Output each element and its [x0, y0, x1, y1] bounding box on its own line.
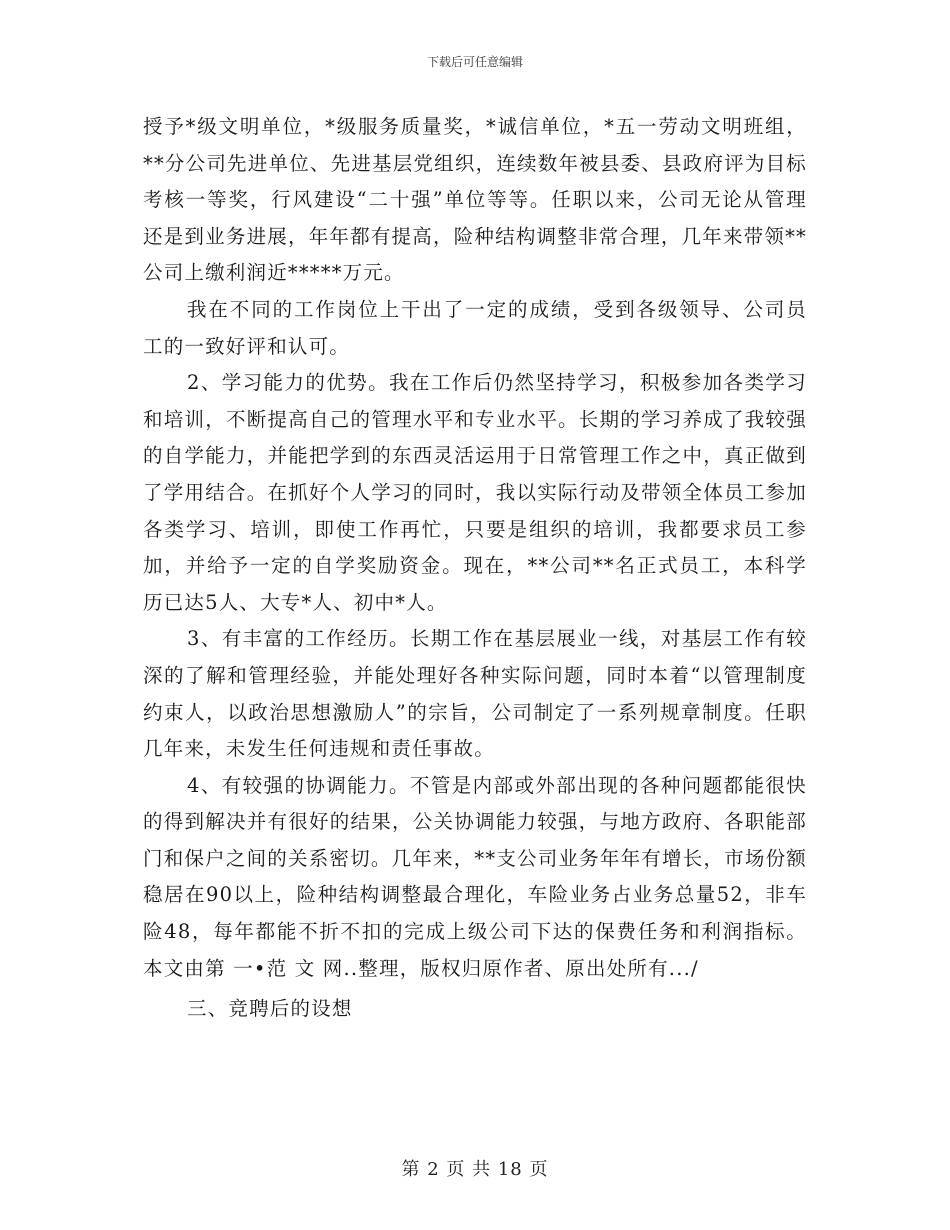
page-footer: 第 2 页 共 18 页	[401, 1159, 549, 1180]
paragraph-learning-ability: 2、学习能力的优势。我在工作后仍然坚持学习，积极参加各类学习和培训，不断提高自己的管理水平和专业水平。长期的学习养成了我较强的自学能力，并能把学到的东西灵活运用于日常管理工作之中，真正做到了学用结合。在抓好个人学习的同时，我以实际行动及带领全体员工参加各类学习、培训，即使工作再忙，只要是组织的培训，我都要求员工参加，并给予一定的自学奖励资金。现在，**公司**名正式员工，本科学历已达5人、大专*人、初中*人。	[143, 371, 807, 614]
paragraph-awards: 授予*级文明单位，*级服务质量奖，*诚信单位，*五一劳动文明班组，**分公司先进单位、先进基层党组织，连续数年被县委、县政府评为目标考核一等奖，行风建设“二十强”单位等等。任职以来，公司无论从管理还是到业务进展，年年都有提高，险种结构调整非常合理，几年来带领**公司上缴利润近*****万元。	[143, 115, 807, 285]
page-header: 下载后可任意编辑	[426, 55, 523, 69]
paragraph-achievements: 我在不同的工作岗位上干出了一定的成绩，受到各级领导、公司员工的一致好评和认可。	[143, 297, 807, 358]
section-heading: 三、竞聘后的设想	[187, 997, 353, 1021]
paragraph-coordination-ability: 4、有较强的协调能力。不管是内部或外部出现的各种问题都能很快的得到解决并有很好的结果，公关协调能力较强，与地方政府、各职能部门和保户之间的关系密切。几年来，**支公司业务年年有增长，市场份额稳居在90以上，险种结构调整最合理化，车险业务占业务总量52，非车险48，每年都能不折不扣的完成上级公司下达的保费任务和利润指标。本文由第 一•范 文 网..整理，版权归原作者、原出处所有.../	[143, 773, 807, 980]
document-body	[143, 109, 807, 1028]
paragraph-work-experience: 3、有丰富的工作经历。长期工作在基层展业一线，对基层工作有较深的了解和管理经验，并能处理好各种实际问题，同时本着“以管理制度约束人，以政治思想激励人”的宗旨，公司制定了一系列规章制度。任职几年来，未发生任何违规和责任事故。	[143, 627, 807, 761]
